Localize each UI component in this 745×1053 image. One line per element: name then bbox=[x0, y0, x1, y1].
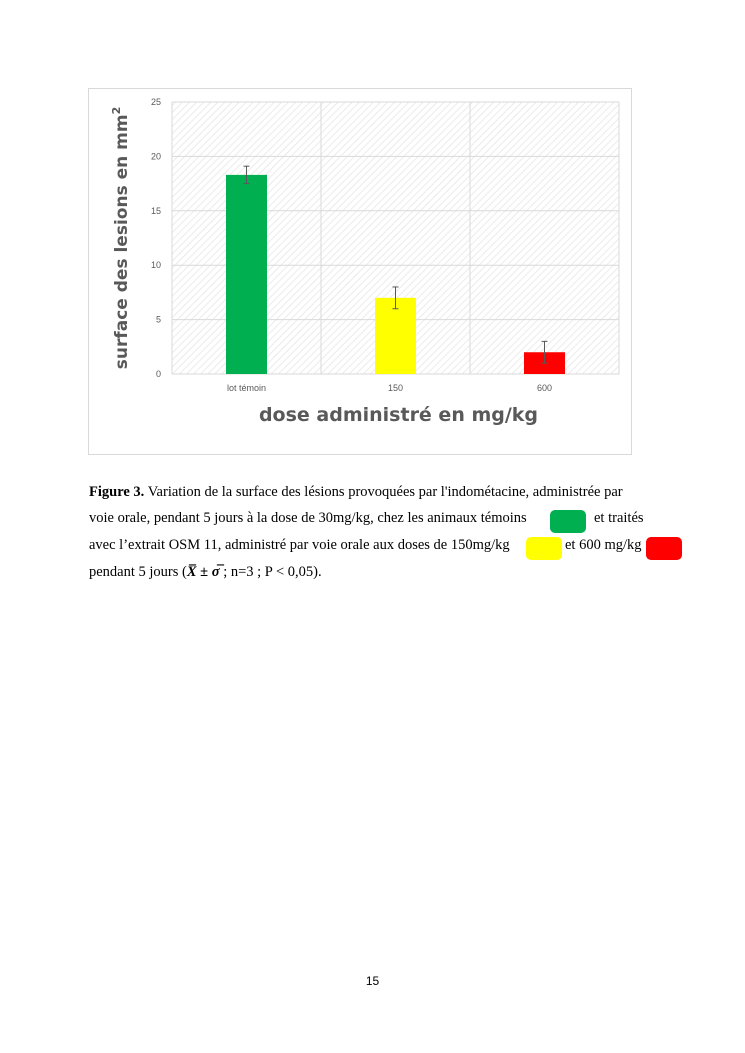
caption-text-2a: voie orale, pendant 5 jours à la dose de 30mg/kg, chez les animaux témoins bbox=[89, 510, 527, 526]
y-tick-label: 20 bbox=[150, 151, 161, 162]
x-tick-label: lot témoin bbox=[226, 383, 267, 393]
swatch-temoin bbox=[550, 510, 586, 533]
swatch-150 bbox=[526, 537, 562, 560]
caption-line-2 bbox=[89, 510, 527, 527]
figure-label: Figure 3. bbox=[89, 484, 145, 500]
caption-text-2b: et traités bbox=[594, 510, 644, 526]
caption-line-1 bbox=[89, 484, 623, 501]
caption-text-4a: pendant 5 jours ( bbox=[89, 564, 187, 580]
page-number: 15 bbox=[365, 974, 380, 988]
caption-line-3 bbox=[89, 537, 510, 554]
caption-text-3b-wrap bbox=[565, 537, 642, 554]
y-axis-title-superscript: 2 bbox=[110, 106, 123, 115]
y-axis-title-text: surface des lesions en mm bbox=[112, 114, 132, 370]
x-tick-label: 600 bbox=[536, 383, 553, 393]
x-tick-label: 150 bbox=[387, 383, 404, 393]
caption-text-2b-wrap bbox=[594, 510, 644, 527]
bar-chart bbox=[89, 89, 633, 456]
bar bbox=[375, 298, 416, 374]
caption-line-4 bbox=[89, 564, 322, 581]
y-tick-label: 15 bbox=[150, 205, 161, 216]
y-tick-label: 25 bbox=[150, 97, 161, 107]
swatch-600 bbox=[646, 537, 682, 560]
y-tick-label: 10 bbox=[150, 260, 161, 271]
x-axis-title: dose administré en mg/kg bbox=[258, 404, 539, 426]
bar bbox=[226, 175, 267, 374]
y-tick-label: 5 bbox=[155, 314, 161, 325]
caption-text-1: Variation de la surface des lésions provoquées par l'indométacine, administrée par bbox=[147, 484, 623, 500]
caption-text-3a: avec l’extrait OSM 11, administré par voie orale aux doses de 150mg/kg bbox=[89, 537, 510, 553]
chart-frame bbox=[88, 88, 632, 455]
y-tick-label: 0 bbox=[155, 369, 161, 379]
caption-text-4b: ; n=3 ; P < 0,05). bbox=[219, 564, 322, 580]
mean-sd-symbol: X̅ ± σ̅ bbox=[186, 564, 220, 580]
y-axis-title bbox=[110, 107, 132, 370]
caption-text-3b: et 600 mg/kg bbox=[565, 537, 642, 553]
